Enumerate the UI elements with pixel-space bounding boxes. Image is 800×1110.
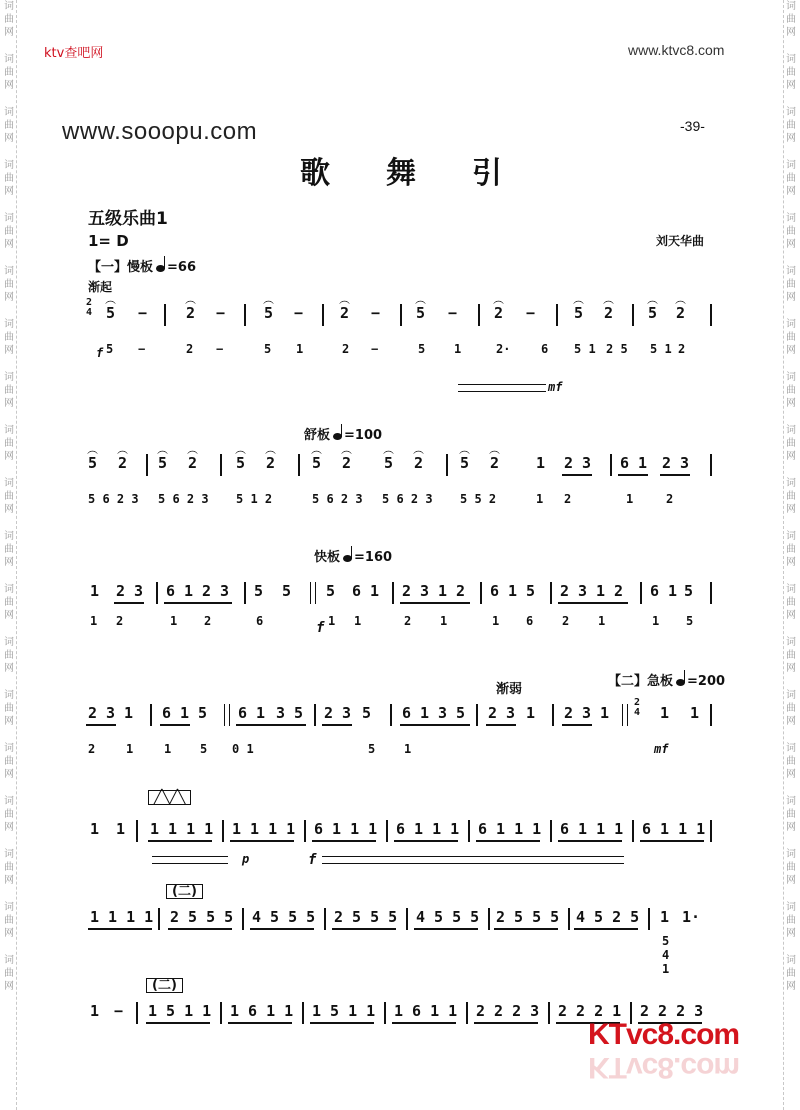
watermark-char: 词 (786, 690, 796, 701)
left-watermark-strip (2, 0, 17, 1110)
watermark-char: 网 (786, 875, 796, 886)
staff-system-1-bass: f 5 − 2 − 5 1 2 − 5 1 2· 6 5 1 2 5 5 1 2 mf (96, 342, 686, 394)
watermark-char: 曲 (4, 173, 14, 184)
watermark-char: 词 (786, 266, 796, 277)
watermark-char: 曲 (4, 968, 14, 979)
footer-logo-reflection: KTvc8.com (588, 1051, 740, 1084)
watermark-char: 网 (4, 292, 14, 303)
watermark-char: 曲 (4, 862, 14, 873)
watermark-char: 词 (4, 955, 14, 966)
watermark-char: 词 (786, 902, 796, 913)
watermark-char: 网 (786, 133, 796, 144)
watermark-char: 曲 (4, 14, 14, 25)
watermark-char: 网 (4, 610, 14, 621)
watermark-char: 曲 (4, 279, 14, 290)
watermark-char: 曲 (786, 915, 796, 926)
watermark-char: 网 (786, 981, 796, 992)
tempo-bpm-4: =200 (687, 674, 726, 689)
watermark-char: 网 (786, 451, 796, 462)
watermark-char: 词 (786, 54, 796, 65)
watermark-char: 词 (4, 690, 14, 701)
watermark-char: 网 (4, 451, 14, 462)
staff-system-3-melody: 1 2 3 6 1 2 3 5 5 5 6 1 2 3 1 2 6 1 5 2 3 1 2 6 1 5 (86, 578, 716, 624)
watermark-char: 词 (786, 796, 796, 807)
watermark-char: 网 (786, 663, 796, 674)
watermark-char: 词 (786, 584, 796, 595)
watermark-char: 曲 (4, 544, 14, 555)
composer: 刘天华曲 (656, 234, 705, 248)
watermark-char: 词 (4, 849, 14, 860)
tempo-marking-4 (608, 670, 725, 689)
time-signature: 2 4 (86, 297, 93, 318)
watermark-char: 曲 (4, 67, 14, 78)
staff-system-3-bass: 1 2 1 2 6 f 1 1 2 1 1 6 2 1 1 5 (90, 614, 694, 636)
watermark-char: 词 (786, 849, 796, 860)
watermark-char: 词 (786, 160, 796, 171)
watermark-char: 词 (4, 902, 14, 913)
watermark-char: 曲 (4, 650, 14, 661)
watermark-char: 曲 (4, 915, 14, 926)
watermark-char: 网 (4, 981, 14, 992)
watermark-char: 网 (4, 345, 14, 356)
watermark-char: 曲 (4, 332, 14, 343)
watermark-char: 词 (786, 637, 796, 648)
watermark-char: 网 (786, 928, 796, 939)
watermark-char: 网 (786, 186, 796, 197)
subtitle: 五级乐曲1 (88, 209, 168, 229)
watermark-char: 词 (4, 266, 14, 277)
watermark-char: 曲 (4, 809, 14, 820)
tempo-bpm-1: =66 (167, 260, 196, 275)
watermark-char: 词 (4, 743, 14, 754)
watermark-char: 网 (786, 80, 796, 91)
watermark-char: 曲 (4, 597, 14, 608)
watermark-char: 网 (786, 398, 796, 409)
tempo-bpm-2: =100 (344, 428, 383, 443)
watermark-char: 网 (786, 292, 796, 303)
tempo-marking-3 (314, 546, 392, 565)
watermark-char: 网 (4, 27, 14, 38)
page-title: 歌舞引 (300, 156, 558, 191)
watermark-char: 曲 (786, 385, 796, 396)
staff-system-6-melody: 1 1 1 1 (二) 2 5 5 5 4 5 5 5 2 5 5 5 4 5 5 5 2 5 5 5 4 5 2 5 1 1· 5 4 1 (90, 884, 701, 976)
watermark-char: 词 (4, 1, 14, 12)
watermark-char: 词 (786, 478, 796, 489)
watermark-char: 网 (786, 822, 796, 833)
watermark-char: 网 (786, 504, 796, 515)
watermark-char: 曲 (786, 120, 796, 131)
watermark-char: 曲 (786, 438, 796, 449)
watermark-char: 曲 (4, 385, 14, 396)
section-bracket-2: (二) (146, 978, 183, 993)
watermark-char: 网 (786, 769, 796, 780)
staff-system-7-melody: 1 − (二) 1 5 1 1 1 6 1 1 1 5 1 1 1 6 1 1 2 2 2 3 2 2 2 1 2 2 2 3 (86, 998, 716, 1044)
watermark-char: 网 (4, 133, 14, 144)
watermark-char: 曲 (786, 809, 796, 820)
watermark-char: 词 (786, 743, 796, 754)
quarter-note-icon (676, 679, 685, 686)
bracket-repeat: ╱╲╱╲ (148, 790, 191, 805)
staff-system-4-bass: 2 1 1 5 0 1 5 1 mf (88, 742, 669, 756)
watermark-char: 词 (4, 107, 14, 118)
watermark-char: 词 (4, 425, 14, 436)
watermark-char: 词 (4, 478, 14, 489)
watermark-char: 词 (4, 160, 14, 171)
watermark-char: 词 (4, 531, 14, 542)
watermark-char: 词 (786, 372, 796, 383)
watermark-char: 词 (786, 425, 796, 436)
watermark-char: 曲 (786, 544, 796, 555)
page-number: -39- (680, 118, 705, 134)
watermark-char: 网 (4, 928, 14, 939)
watermark-char: 网 (4, 239, 14, 250)
key-signature: 1= D (88, 232, 129, 250)
header-site-url[interactable]: www.ktvc8.com (628, 42, 725, 58)
start-marking: 渐起 (88, 280, 113, 294)
watermark-char: 词 (4, 796, 14, 807)
section-bracket: (二) (166, 884, 203, 899)
watermark-char: 曲 (786, 597, 796, 608)
watermark-char: 词 (4, 54, 14, 65)
watermark-char: 曲 (4, 120, 14, 131)
quarter-note-icon (156, 265, 165, 272)
staff-system-5-melody: 1 1 ╱╲╱╲ 1 1 1 1 1 1 1 1 6 1 1 1 6 1 1 1 6 1 1 1 6 1 1 1 6 1 1 1 (86, 816, 716, 862)
watermark-char: 网 (4, 716, 14, 727)
watermark-char: 网 (4, 875, 14, 886)
tempo-label-1: 【一】慢板 (88, 260, 154, 275)
watermark-char: 词 (786, 213, 796, 224)
watermark-char: 曲 (786, 14, 796, 25)
watermark-char: 网 (4, 822, 14, 833)
watermark-char: 曲 (786, 67, 796, 78)
watermark-char: 词 (786, 107, 796, 118)
quarter-note-icon (343, 555, 352, 562)
watermark-char: 网 (4, 557, 14, 568)
watermark-char: 曲 (786, 491, 796, 502)
watermark-char: 网 (4, 398, 14, 409)
staff-system-5-bass: p f (86, 850, 716, 884)
staff-system-4-melody: 2 3 1 6 1 5 6 1 3 5 2 3 5 6 1 3 5 2 3 1 2 3 1 2 4 1 1 (86, 700, 716, 746)
watermark-char: 曲 (4, 756, 14, 767)
watermark-char: 曲 (786, 862, 796, 873)
watermark-char: 网 (786, 345, 796, 356)
time-signature-2: 2 4 (634, 697, 641, 718)
tempo-marking-1 (88, 256, 196, 275)
watermark-char: 曲 (786, 332, 796, 343)
watermark-char: 网 (786, 239, 796, 250)
tempo-bpm-3: =160 (354, 550, 393, 565)
watermark-char: 网 (4, 186, 14, 197)
watermark-char: 词 (786, 531, 796, 542)
watermark-char: 曲 (786, 173, 796, 184)
watermark-char: 曲 (786, 650, 796, 661)
watermark-char: 词 (4, 213, 14, 224)
watermark-char: 网 (786, 716, 796, 727)
watermark-char: 曲 (786, 968, 796, 979)
marking-diminuendo: 渐弱 (496, 682, 523, 697)
watermark-char: 词 (786, 955, 796, 966)
watermark-char: 网 (786, 27, 796, 38)
watermark-char: 词 (4, 372, 14, 383)
tempo-label-2: 舒板 (304, 428, 331, 443)
watermark-char: 曲 (786, 226, 796, 237)
watermark-char: 词 (786, 1, 796, 12)
score-source-url: www.sooopu.com (62, 118, 258, 145)
watermark-char: 网 (4, 80, 14, 91)
tempo-label-4: 【二】急板 (608, 674, 674, 689)
quarter-note-icon (333, 433, 342, 440)
watermark-char: 词 (786, 319, 796, 330)
right-watermark-strip (783, 0, 798, 1110)
watermark-char: 曲 (4, 438, 14, 449)
watermark-char: 网 (786, 610, 796, 621)
watermark-char: 词 (4, 584, 14, 595)
watermark-char: 曲 (4, 703, 14, 714)
staff-system-1-melody: 2 4 ︵ 5 − ︵ 2 − ︵ 5 − ︵ 2 − ︵ 5 − ︵ 2 − ︵ 5 ︵ 2 ︵ 5 ︵ 2 (86, 300, 716, 346)
footer-logo[interactable]: KTvc8.com (588, 1018, 740, 1051)
watermark-char: 曲 (786, 279, 796, 290)
watermark-char: 曲 (4, 491, 14, 502)
watermark-char: 词 (4, 319, 14, 330)
watermark-char: 网 (786, 557, 796, 568)
staff-system-2-melody: ︵ 5 ︵ 2 ︵ 5 ︵ 2 ︵ 5 ︵ 2 ︵ 5 ︵ 2 ︵ 5 ︵ 2 ︵ 5 ︵ 2 1 2 3 6 1 2 3 (86, 450, 716, 496)
watermark-char: 网 (4, 663, 14, 674)
watermark-char: 曲 (4, 226, 14, 237)
header-site-name[interactable]: ktv查吧网 (44, 46, 104, 61)
staff-system-2-bass: 5 6 2 3 5 6 2 3 5 1 2 5 6 2 3 5 6 2 3 5 5 2 1 2 1 2 (88, 492, 674, 506)
watermark-char: 网 (4, 769, 14, 780)
tempo-label-3: 快板 (314, 550, 341, 565)
watermark-char: 曲 (786, 703, 796, 714)
watermark-char: 网 (4, 504, 14, 515)
watermark-char: 词 (4, 637, 14, 648)
watermark-char: 曲 (786, 756, 796, 767)
